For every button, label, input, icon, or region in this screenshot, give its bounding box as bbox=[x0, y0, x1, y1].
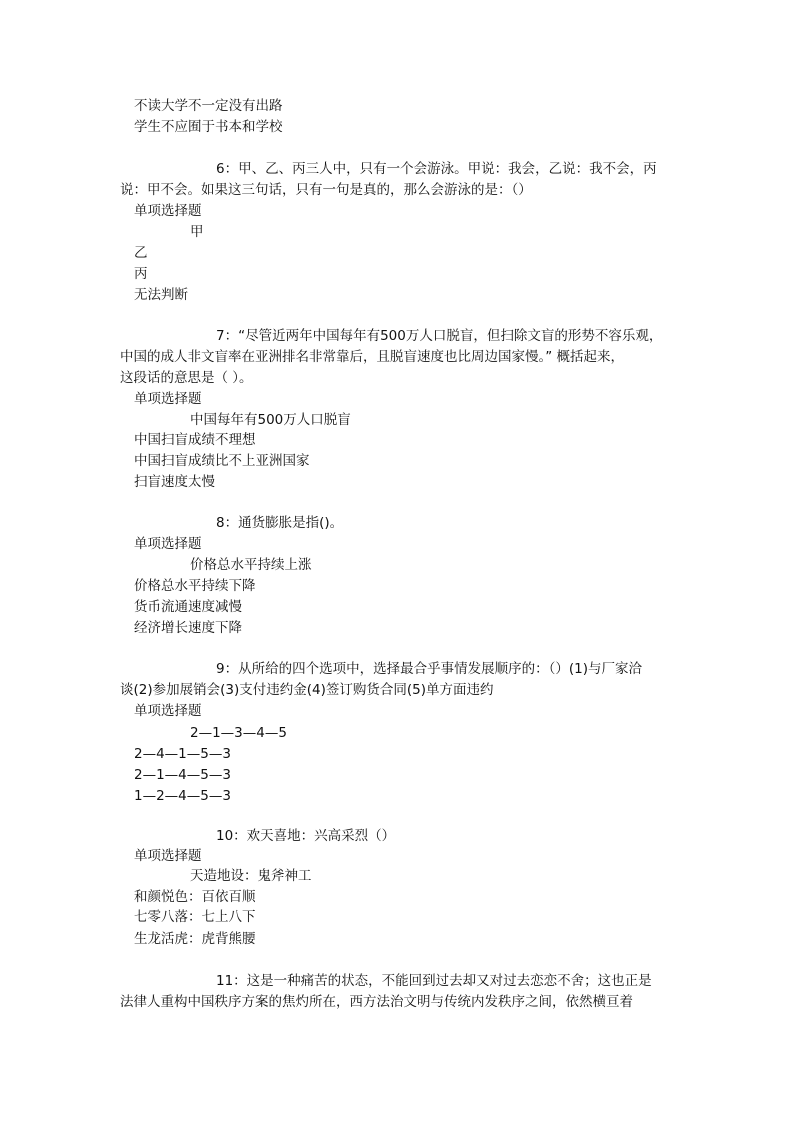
q11-stem-line-2: 法律人重构中国秩序方案的焦灼所在，西方法治文明与传统内发秩序之间，依然横亘着 bbox=[120, 994, 633, 1010]
q9-option-a[interactable]: 2—1—3—4—5 bbox=[190, 725, 287, 741]
q10-option-b[interactable]: 和颜悦色：百依百顺 bbox=[134, 889, 256, 905]
q6-option-d[interactable]: 无法判断 bbox=[134, 287, 188, 303]
q9-option-c[interactable]: 2—1—4—5—3 bbox=[134, 767, 231, 783]
q9-stem-line-2: 谈(2)参加展销会(3)支付违约金(4)签订购货合同(5)单方面违约 bbox=[120, 682, 494, 698]
q7-option-c[interactable]: 中国扫盲成绩比不上亚洲国家 bbox=[134, 453, 310, 469]
q10-type: 单项选择题 bbox=[134, 848, 202, 864]
q7-option-d[interactable]: 扫盲速度太慢 bbox=[134, 474, 215, 490]
q10-option-a[interactable]: 天造地设：鬼斧神工 bbox=[190, 868, 312, 884]
q10-stem-line-1: 10：欢天喜地：兴高采烈（） bbox=[216, 828, 396, 844]
q9-type: 单项选择题 bbox=[134, 703, 202, 719]
q6-option-b[interactable]: 乙 bbox=[134, 245, 148, 261]
q8-option-c[interactable]: 货币流通速度减慢 bbox=[134, 599, 242, 615]
q10-option-c[interactable]: 七零八落：七上八下 bbox=[134, 909, 256, 925]
q6-stem-line-1: 6：甲、乙、丙三人中，只有一个会游泳。甲说：我会，乙说：我不会，丙 bbox=[216, 161, 657, 177]
q9-stem-line-1: 9：从所给的四个选项中，选择最合乎事情发展顺序的：（）(1)与厂家洽 bbox=[216, 661, 642, 677]
q8-option-a[interactable]: 价格总水平持续上涨 bbox=[190, 557, 312, 573]
q7-option-b[interactable]: 中国扫盲成绩不理想 bbox=[134, 432, 256, 448]
prev-option-4: 学生不应囿于书本和学校 bbox=[134, 119, 283, 135]
q8-option-b[interactable]: 价格总水平持续下降 bbox=[134, 578, 256, 594]
q8-stem-line-1: 8：通货膨胀是指()。 bbox=[216, 515, 344, 531]
q9-option-d[interactable]: 1—2—4—5—3 bbox=[134, 788, 231, 804]
q8-type: 单项选择题 bbox=[134, 536, 202, 552]
q10-option-d[interactable]: 生龙活虎：虎背熊腰 bbox=[134, 931, 256, 947]
q8-option-d[interactable]: 经济增长速度下降 bbox=[134, 620, 242, 636]
q6-stem-line-2: 说：甲不会。如果这三句话，只有一句是真的，那么会游泳的是：（） bbox=[120, 182, 532, 198]
q7-option-a[interactable]: 中国每年有500万人口脱盲 bbox=[190, 412, 351, 428]
q9-option-b[interactable]: 2—4—1—5—3 bbox=[134, 746, 231, 762]
q6-option-a[interactable]: 甲 bbox=[190, 224, 204, 240]
prev-option-3: 不读大学不一定没有出路 bbox=[134, 98, 283, 114]
q7-stem-line-1: 7：“尽管近两年中国每年有500万人口脱盲，但扫除文盲的形势不容乐观， bbox=[216, 328, 663, 344]
q7-stem-line-2: 中国的成人非文盲率在亚洲排名非常靠后，且脱盲速度也比周边国家慢。” 概括起来， bbox=[120, 349, 625, 365]
q7-stem-line-3: 这段话的意思是（ ）。 bbox=[120, 370, 253, 386]
q6-option-c[interactable]: 丙 bbox=[134, 266, 148, 282]
q6-type: 单项选择题 bbox=[134, 203, 202, 219]
q7-type: 单项选择题 bbox=[134, 391, 202, 407]
q11-stem-line-1: 11：这是一种痛苦的状态，不能回到过去却又对过去恋恋不舍；这也正是 bbox=[216, 973, 652, 989]
